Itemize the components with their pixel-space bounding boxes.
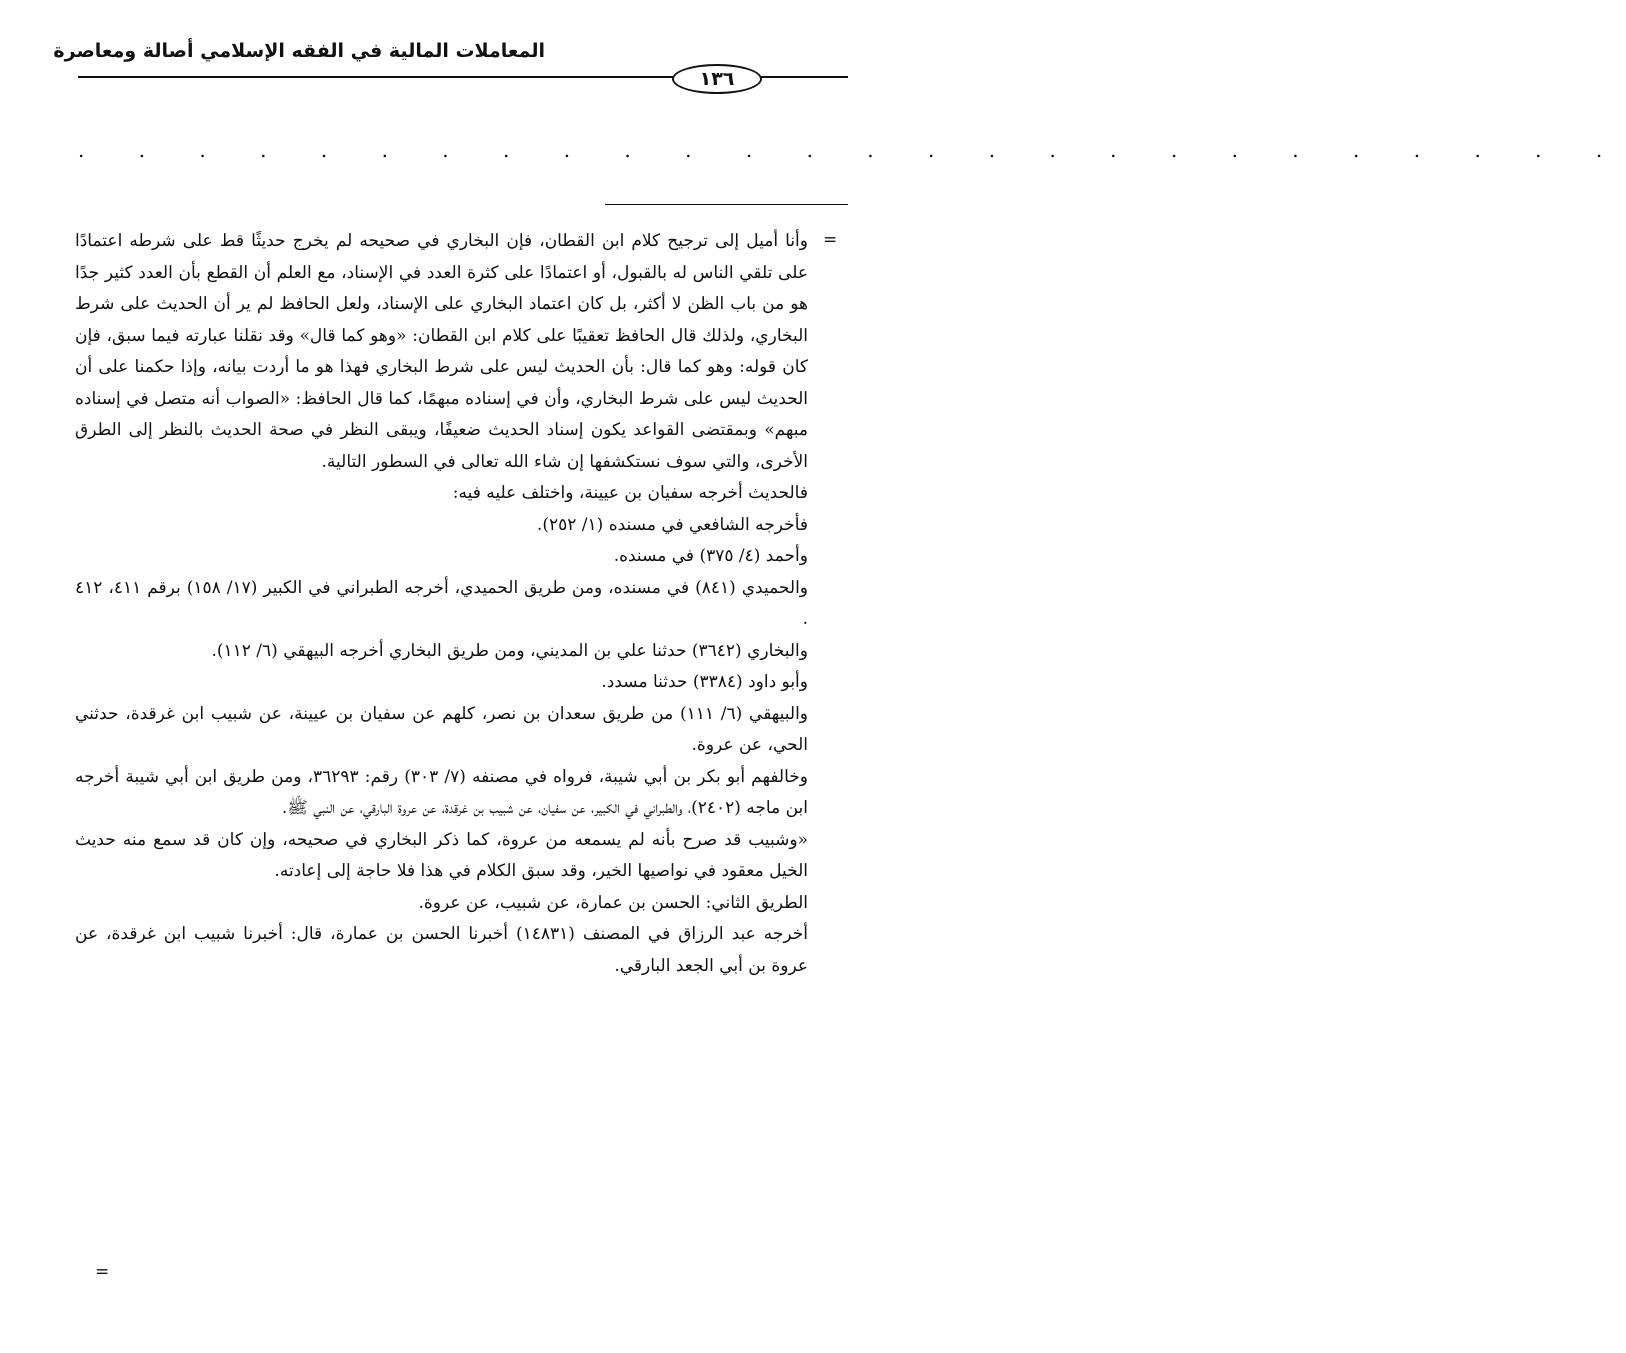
paragraph: وأنا أميل إلى ترجيح كلام ابن القطان، فإن البخاري في صحيحه لم يخرج حديثًا قط على شرطه اعتمادًا على تلقي الناس له بالقبول، أو اعتمادًا على كثرة العدد في الإسناد، مع العلم أن القطع بأن العدد كثير جدًا هو من باب الظن لا أكثر، بل كان اعتماد البخاري على الإسناد، ولعل الحافظ لم ير أن الحديث على شرط البخاري، ولذلك قال الحافظ تعقيبًا على كلام ابن القطان: «وهو كما قال» وقد نقلنا عبارته فيما سبق، فإن كان قوله: وهو كما قال: بأن الحديث ليس على شرط البخاري فهذا هو ما أردت بيانه، وإذا حكمنا على أن الحديث ليس على شرط البخاري، وأن في إسناده مبهمًا، كما قال الحافظ: «الصواب أنه متصل في إسناده مبهم» وبمقتضى القواعد يكون إسناد الحديث ضعيفًا، ويبقى النظر في صحة الحديث بالنظر إلى الطرق الأخرى، والتي سوف نستكشفها إن شاء الله تعالى في السطور التالية. — [75, 231, 808, 472]
separator-dots: . . . . . . . . . . . . . . . . . . . . . . . . . . — [78, 138, 1626, 162]
page-number: ١٣٦ — [672, 64, 762, 94]
paragraph: وأبو داود (٣٣٨٤) حدثنا مسدد. — [601, 672, 808, 692]
paragraph: وأحمد (٤/ ٣٧٥) في مسنده. — [613, 546, 808, 566]
paragraph: الطريق الثاني: الحسن بن عمارة، عن شبيب، عن عروة. — [418, 892, 808, 913]
paragraph: وخالفهم أبو بكر بن أبي شيبة، فرواه في مصنفه (٧/ ٣٠٣) رقم: ٣٦٢٩٣، ومن طريق ابن أبي شيبة أخرجه ابن ماجه (٢٤٠٢)، والطبراني في الكبير، عن سفيان، عن شبيب بن غرقدة، عن عروة البارقي، عن النبي ﷺ. — [75, 766, 808, 818]
continuation-mark-top: = — [823, 230, 838, 250]
paragraph: والبيهقي (٦/ ١١١) من طريق سعدان بن نصر، كلهم عن سفيان بن عيينة، عن شبيب ابن غرقدة، حدثني الحي، عن عروة. — [75, 703, 809, 755]
paragraph: فأخرجه الشافعي في مسنده (١/ ٢٥٢). — [536, 514, 808, 535]
paragraph: والبخاري (٣٦٤٢) حدثنا علي بن المديني، ومن طريق البخاري أخرجه البيهقي (٦/ ١١٢). — [211, 640, 808, 661]
paragraph: أخرجه عبد الرزاق في المصنف (١٤٨٣١) أخبرنا الحسن بن عمارة، قال: أخبرنا شبيب ابن غرقدة، عن عروة بن أبي الجعد البارقي. — [75, 924, 808, 976]
continuation-mark-bottom: = — [95, 1262, 110, 1282]
footnote-rule — [605, 204, 848, 205]
paragraph: «وشبيب قد صرح بأنه لم يسمعه من عروة، كما ذكر البخاري في صحيحه، وإن كان قد سمع منه حديث الخيل معقود في نواصيها الخير، وقد سبق الكلام في هذا فلا حاجة إلى إعادته. — [75, 829, 808, 881]
paragraph: فالحديث أخرجه سفيان بن عيينة، واختلف عليه فيه: — [452, 483, 808, 503]
footnote-body — [75, 226, 808, 982]
running-title: المعاملات المالية في الفقه الإسلامي أصالة ومعاصرة — [53, 40, 545, 62]
paragraph: والحميدي (٨٤١) في مسنده، ومن طريق الحميدي، أخرجه الطبراني في الكبير (١٧/ ١٥٨) برقم ٤١١، ٤١٢ . — [75, 577, 809, 629]
